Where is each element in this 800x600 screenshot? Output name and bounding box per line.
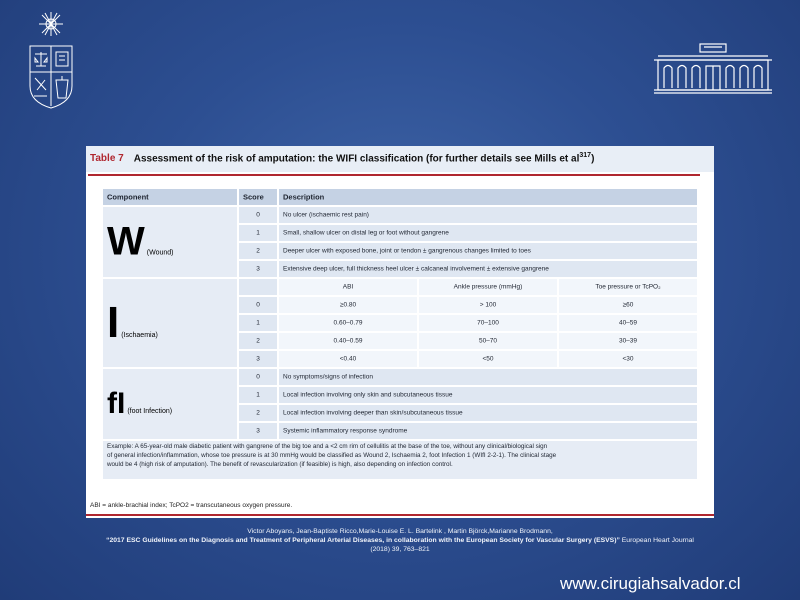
component-ischaemia: I (Ischaemia) <box>102 278 238 368</box>
score-cell-blank <box>238 278 278 296</box>
description-cell: Local infection involving only skin and subcutaneous tissue <box>278 386 698 404</box>
citation-title-line: “2017 ESC Guidelines on the Diagnosis and Treatment of Peripheral Arterial Diseases, in collaboration with the European Society for Vascular Surgery (ESVS)” European Heart Journal <box>106 537 694 544</box>
citation-volume: (2018) 39, 763–821 <box>370 546 430 553</box>
table-figure <box>86 146 714 518</box>
score-cell: 2 <box>238 404 278 422</box>
abi-cell: ≥0.80 <box>278 296 418 314</box>
description-cell: No symptoms/signs of infection <box>278 368 698 386</box>
header-score: Score <box>238 188 278 206</box>
abi-cell: <0.40 <box>278 350 418 368</box>
toe-cell: 40–59 <box>558 314 698 332</box>
score-cell: 1 <box>238 224 278 242</box>
citation-authors: Victor Aboyans, Jean-Baptiste Ricco,Marie-Louise E. L. Bartelink , Martin Björck,Marianne Brodmann, <box>247 528 553 535</box>
ankle-cell: > 100 <box>418 296 558 314</box>
score-cell: 3 <box>238 260 278 278</box>
abbreviations-footnote: ABI = ankle-brachial index; TcPO2 = transcutaneous oxygen pressure. <box>90 502 293 509</box>
description-cell: Small, shallow ulcer on distal leg or foot without gangrene <box>278 224 698 242</box>
score-cell: 2 <box>238 242 278 260</box>
description-cell: Extensive deep ulcer, full thickness heel ulcer ± calcaneal involvement ± extensive gangrene <box>278 260 698 278</box>
score-cell: 1 <box>238 314 278 332</box>
description-cell: Deeper ulcer with exposed bone, joint or tendon ± gangrenous changes limited to toes <box>278 242 698 260</box>
bottom-rule <box>86 514 714 516</box>
toe-cell: <30 <box>558 350 698 368</box>
score-cell: 0 <box>238 368 278 386</box>
component-foot-infection: fI (foot Infection) <box>102 368 238 440</box>
hospital-building-logo <box>652 42 774 94</box>
ankle-cell: <50 <box>418 350 558 368</box>
score-cell: 2 <box>238 332 278 350</box>
description-cell: Local infection involving deeper than skin/subcutaneous tissue <box>278 404 698 422</box>
table-caption-bar <box>86 146 714 172</box>
component-wound: W (Wound) <box>102 206 238 278</box>
toe-cell: ≥60 <box>558 296 698 314</box>
score-cell: 3 <box>238 422 278 440</box>
header-component: Component <box>102 188 238 206</box>
subheader-abi: ABI <box>278 278 418 296</box>
description-cell: Systemic inflammatory response syndrome <box>278 422 698 440</box>
example-note: Example: A 65-year-old male diabetic patient with gangrene of the big toe and a <2 cm rim of cellulitis at the base of the toe, without any clinical/biological sign of general infection/inflammation, whose toe pressure is at 30 mmHg would be classified as Wound 2, Ischaemia 2, foot Infection 1 (WIfI 2-2-1). The clinical stage would be 4 (high risk of amputation). The benefit of revascularization (if feasible) is high, also depending on infection control. <box>102 440 698 480</box>
ankle-cell: 50–70 <box>418 332 558 350</box>
score-cell: 3 <box>238 350 278 368</box>
citation <box>0 527 800 554</box>
title-rule <box>88 174 700 176</box>
ankle-cell: 70–100 <box>418 314 558 332</box>
toe-cell: 30–39 <box>558 332 698 350</box>
abi-cell: 0.60–0.79 <box>278 314 418 332</box>
description-cell: No ulcer (ischaemic rest pain) <box>278 206 698 224</box>
wifi-table <box>102 188 698 488</box>
abi-cell: 0.40–0.59 <box>278 332 418 350</box>
subheader-ankle-pressure: Ankle pressure (mmHg) <box>418 278 558 296</box>
table-title: Table 7 Assessment of the risk of amputation: the WIFI classification (for further details see Mills et $al^{317}$) <box>90 152 595 165</box>
score-cell: 1 <box>238 386 278 404</box>
header-description: Description <box>278 188 698 206</box>
website-url: www.cirugiahsalvador.cl <box>560 574 741 593</box>
university-seal-logo <box>26 10 76 110</box>
subheader-toe-pressure: Toe pressure or TcPO₂ <box>558 278 698 296</box>
score-cell: 0 <box>238 206 278 224</box>
score-cell: 0 <box>238 296 278 314</box>
